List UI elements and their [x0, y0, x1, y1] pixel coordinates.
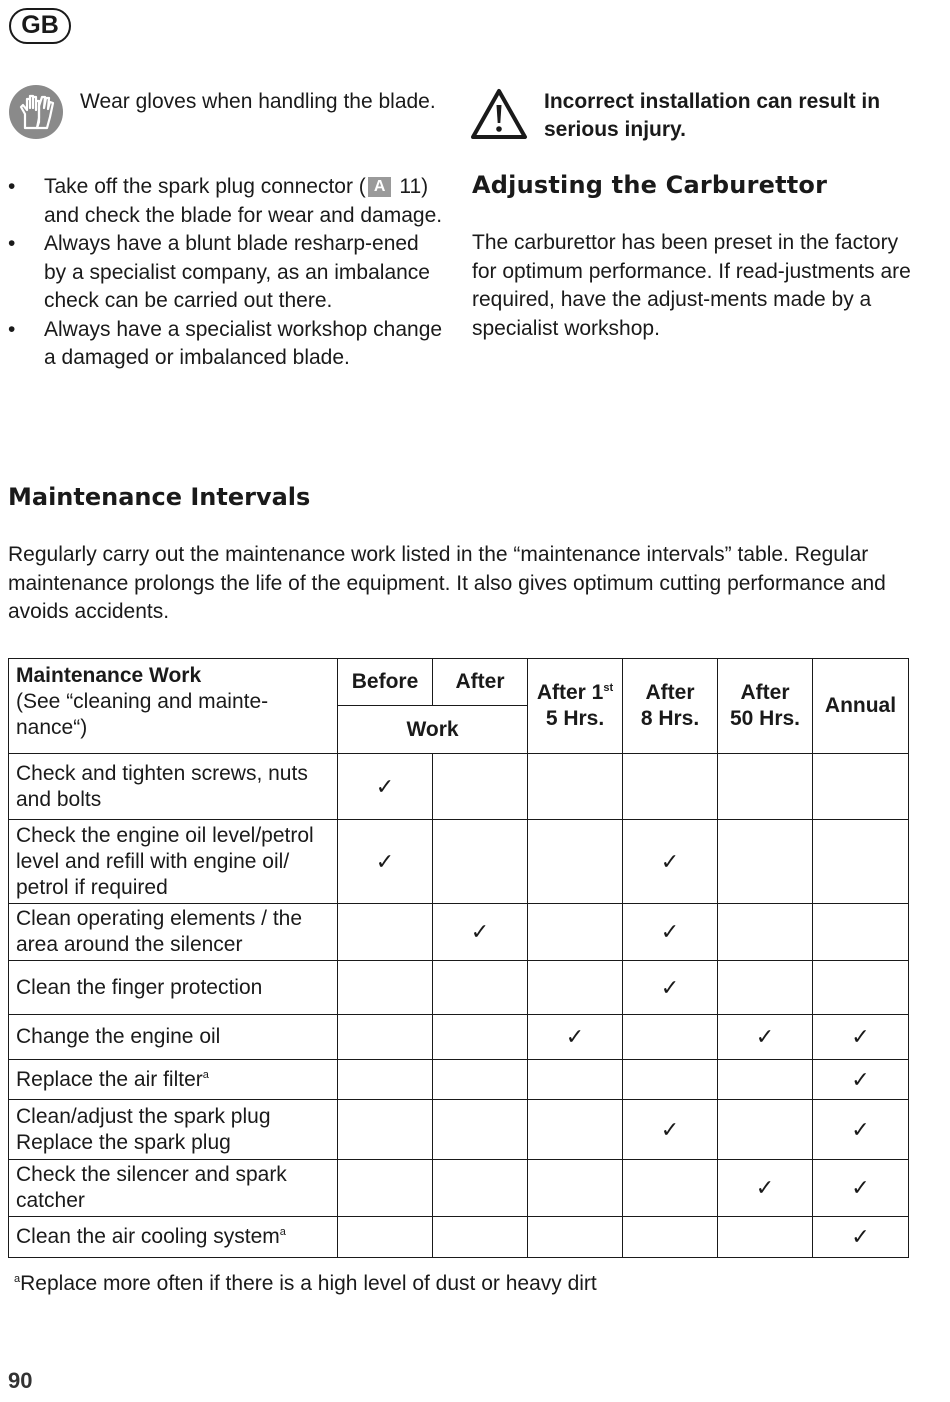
table-row — [9, 1100, 909, 1160]
check-mark-icon: ✓ — [851, 1066, 870, 1092]
header-after-8-hrs: After 8 Hrs. — [623, 659, 718, 754]
interval-cell — [718, 961, 813, 1015]
interval-cell — [338, 1217, 433, 1258]
interval-cell — [338, 1060, 433, 1100]
header-after: After — [433, 659, 528, 706]
interval-cell — [813, 1160, 909, 1217]
interval-cell — [338, 754, 433, 820]
interval-cell — [528, 820, 623, 904]
blade-check-list — [8, 173, 443, 373]
table-row — [9, 1060, 909, 1100]
interval-cell — [338, 904, 433, 961]
interval-cell — [433, 1060, 528, 1100]
maintenance-task — [9, 754, 338, 820]
interval-cell — [528, 904, 623, 961]
header-after-50-hrs: After 50 Hrs. — [718, 659, 813, 754]
task-label: Clean operating elements / the area around the silencer — [16, 907, 303, 956]
header-after-first-5-hrs: After 1st 5 Hrs. — [528, 659, 623, 754]
interval-cell — [433, 961, 528, 1015]
table-footnote — [14, 1270, 597, 1298]
interval-cell — [338, 1100, 433, 1160]
interval-cell — [813, 754, 909, 820]
interval-cell — [623, 1060, 718, 1100]
task-label: Check the silencer and spark catcher — [16, 1163, 287, 1212]
maintenance-task — [9, 1100, 338, 1160]
header-work: Work — [338, 706, 528, 754]
header-title: Maintenance Work — [16, 664, 202, 687]
maintenance-task — [9, 820, 338, 904]
interval-cell — [433, 820, 528, 904]
list-item-text: 11) and check the blade for wear and damage. — [44, 175, 443, 227]
header-before: Before — [338, 659, 433, 706]
interval-cell — [623, 1100, 718, 1160]
check-mark-icon: ✓ — [755, 1024, 775, 1049]
carburettor-heading: Adjusting the Carburettor — [472, 171, 828, 199]
figure-reference-badge: A — [368, 177, 392, 197]
interval-cell — [718, 904, 813, 961]
table-row — [9, 904, 909, 961]
task-label: Clean the air cooling system — [16, 1225, 280, 1248]
language-badge: GB — [9, 8, 71, 44]
footnote-ref: a — [279, 1226, 286, 1238]
header-subtitle: (See “cleaning and mainte-nance“) — [16, 690, 269, 739]
check-mark-icon: ✓ — [470, 919, 490, 944]
interval-cell — [813, 1060, 909, 1100]
interval-cell — [433, 904, 528, 961]
interval-cell — [813, 1015, 909, 1060]
maintenance-task — [9, 1160, 338, 1217]
interval-cell — [528, 1100, 623, 1160]
list-item-text: Always have a blunt blade resharp-ened by a specialist company, as an imbalance check can be carried out there. — [44, 232, 430, 312]
interval-cell — [433, 1100, 528, 1160]
interval-cell — [433, 754, 528, 820]
interval-cell — [623, 754, 718, 820]
task-label: Check and tighten screws, nuts and bolts — [16, 761, 308, 811]
list-item — [8, 316, 443, 373]
check-mark-icon: ✓ — [755, 1175, 775, 1200]
gloves-icon — [8, 84, 64, 140]
maintenance-table — [8, 658, 909, 1258]
bullet: • — [8, 175, 16, 198]
maintenance-task — [9, 961, 338, 1015]
interval-cell — [623, 1160, 718, 1217]
check-mark-icon: ✓ — [660, 919, 680, 944]
list-item-text: Always have a specialist workshop change a damaged or imbalanced blade. — [44, 317, 443, 369]
interval-cell — [813, 1217, 909, 1258]
interval-cell — [528, 1015, 623, 1060]
interval-cell — [528, 1217, 623, 1258]
page-number: 90 — [8, 1368, 33, 1393]
interval-cell — [433, 1217, 528, 1258]
table-row — [9, 754, 909, 820]
interval-cell — [433, 1160, 528, 1217]
interval-cell — [813, 820, 909, 904]
maintenance-task — [9, 1015, 338, 1060]
maintenance-task — [9, 1060, 338, 1100]
interval-cell — [718, 820, 813, 904]
table-row — [9, 1160, 909, 1217]
interval-cell — [623, 1015, 718, 1060]
interval-cell — [528, 754, 623, 820]
bullet: • — [8, 317, 16, 341]
interval-cell — [528, 1060, 623, 1100]
interval-cell — [718, 1160, 813, 1217]
check-mark-icon: ✓ — [660, 848, 680, 874]
maintenance-task — [9, 904, 338, 961]
interval-cell — [528, 1160, 623, 1217]
header-maintenance-work — [9, 659, 338, 754]
table-row — [9, 1217, 909, 1258]
bullet: • — [8, 232, 16, 255]
interval-cell — [338, 1160, 433, 1217]
footnote-text: Replace more often if there is a high level of dust or heavy dirt — [20, 1272, 597, 1295]
table-row — [9, 961, 909, 1015]
check-mark-icon: ✓ — [851, 1116, 870, 1142]
header-annual: Annual — [813, 659, 909, 754]
maintenance-heading: Maintenance Intervals — [8, 483, 311, 511]
maintenance-task — [9, 1217, 338, 1258]
interval-cell — [718, 1217, 813, 1258]
check-mark-icon: ✓ — [660, 1116, 680, 1142]
interval-cell — [813, 961, 909, 1015]
task-label: Check the engine oil level/petrol level and refill with engine oil/ petrol if required — [16, 823, 314, 899]
list-item-text: Take off the spark plug connector ( — [44, 175, 366, 198]
interval-cell — [338, 961, 433, 1015]
gloves-note: Wear gloves when handling the blade. — [80, 90, 436, 113]
interval-cell — [528, 961, 623, 1015]
check-mark-icon: ✓ — [851, 1175, 870, 1200]
interval-cell — [338, 1015, 433, 1060]
task-label: Change the engine oil — [16, 1025, 221, 1048]
interval-cell — [623, 961, 718, 1015]
task-label: Clean the finger protection — [16, 975, 263, 999]
interval-cell — [623, 820, 718, 904]
interval-cell — [718, 1100, 813, 1160]
task-label: Replace the air filter — [16, 1067, 203, 1091]
check-mark-icon: ✓ — [375, 848, 395, 874]
check-mark-icon: ✓ — [375, 773, 395, 799]
table-row — [9, 1015, 909, 1060]
interval-cell — [433, 1015, 528, 1060]
task-label: Clean/adjust the spark plug Replace the spark plug — [16, 1104, 271, 1154]
interval-cell — [813, 904, 909, 961]
footnote-mark: a — [14, 1273, 21, 1285]
interval-cell — [718, 1015, 813, 1060]
list-item — [8, 230, 443, 316]
check-mark-icon: ✓ — [851, 1024, 870, 1049]
interval-cell — [623, 904, 718, 961]
interval-cell — [338, 820, 433, 904]
interval-cell — [718, 1060, 813, 1100]
warning-triangle-icon — [470, 88, 528, 140]
check-mark-icon: ✓ — [565, 1024, 585, 1049]
check-mark-icon: ✓ — [660, 974, 680, 1000]
list-item — [8, 173, 443, 230]
footnote-ref: a — [202, 1068, 209, 1081]
interval-cell — [813, 1100, 909, 1160]
carburettor-text: The carburettor has been preset in the factory for optimum performance. If read-justments are required, have the adjust-ments made by a specialist workshop. — [472, 231, 911, 340]
check-mark-icon: ✓ — [851, 1224, 870, 1249]
interval-cell — [718, 754, 813, 820]
maintenance-intro: Regularly carry out the maintenance work listed in the “maintenance intervals” table. Regular maintenance prolongs the life of the equipment. It also gives optimum cutting performance and avoids accidents. — [8, 543, 886, 623]
interval-cell — [623, 1217, 718, 1258]
warning-note: Incorrect installation can result in serious injury. — [544, 90, 881, 141]
table-row — [9, 820, 909, 904]
